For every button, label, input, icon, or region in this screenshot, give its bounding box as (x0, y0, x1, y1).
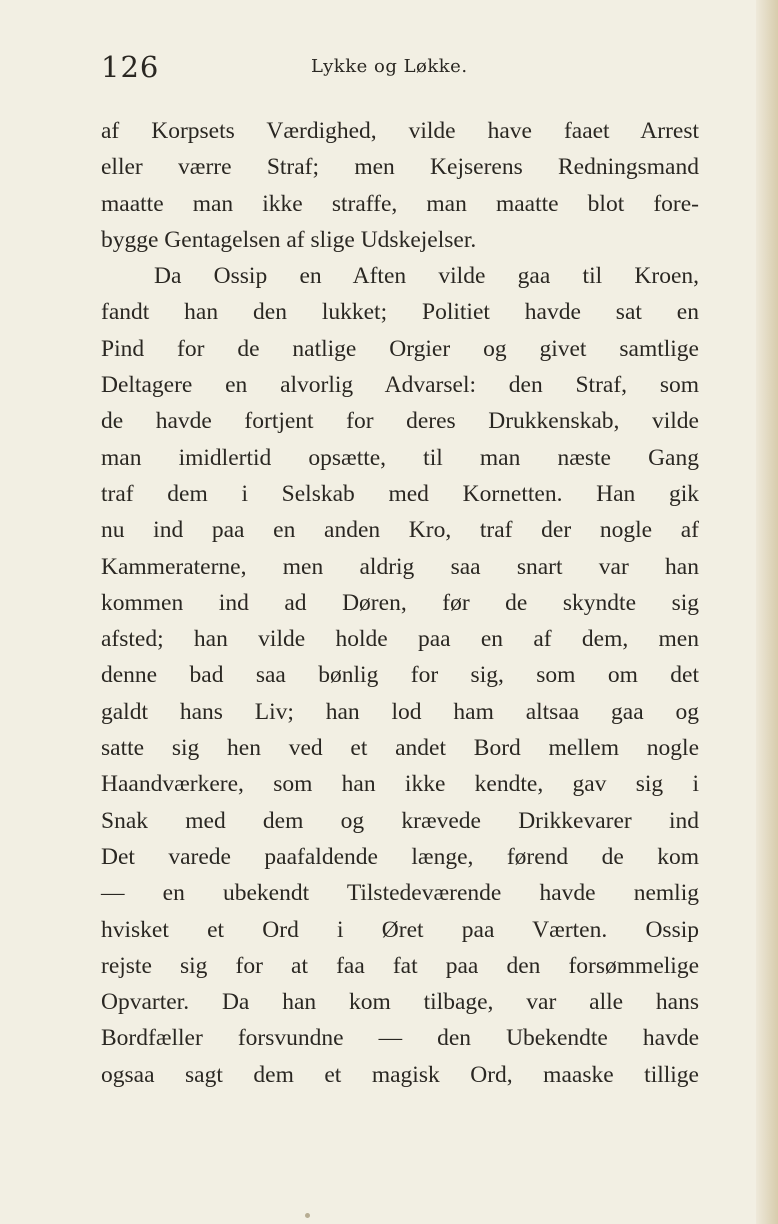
text-line: man imidlertid opsætte, til man næste Gang (101, 444, 699, 471)
text-line: satte sig hen ved et andet Bord mellem nogle (101, 735, 699, 762)
text-line: maatte man ikke straffe, man maatte blot fore- (101, 190, 699, 217)
text-line: bygge Gentagelsen af slige Udskejelser. (101, 226, 477, 253)
text-line: Pind for de natlige Orgier og givet samtlige (101, 335, 699, 362)
text-line: Haandværkere, som han ikke kendte, gav sig i (101, 771, 699, 798)
text-line: Da Ossip en Aften vilde gaa til Kroen, (154, 263, 699, 290)
page-edge-shadow (756, 0, 778, 1224)
text-line: de havde fortjent for deres Drukkenskab, vilde (101, 408, 699, 435)
text-line: galdt hans Liv; han lod ham altsaa gaa og (101, 698, 699, 725)
text-line: hvisket et Ord i Øret paa Værten. Ossip (101, 916, 699, 943)
paper-speck (305, 1213, 310, 1218)
text-line: traf dem i Selskab med Kornetten. Han gik (101, 480, 699, 507)
text-line: kommen ind ad Døren, før de skyndte sig (101, 589, 699, 616)
text-line: eller værre Straf; men Kejserens Redningsmand (101, 154, 699, 181)
body-text (101, 113, 699, 1093)
text-line: afsted; han vilde holde paa en af dem, men (101, 626, 699, 653)
text-line: Bordfæller forsvundne — den Ubekendte havde (101, 1025, 699, 1052)
text-line: fandt han den lukket; Politiet havde sat en (101, 299, 699, 326)
page-header (101, 47, 699, 87)
text-line: Deltagere en alvorlig Advarsel: den Straf, som (101, 372, 699, 399)
text-line: Det varede paafaldende længe, førend de kom (101, 843, 699, 870)
page-number: 126 (101, 50, 160, 84)
text-line: nu ind paa en anden Kro, traf der nogle af (101, 517, 699, 544)
text-line: Kammeraterne, men aldrig saa snart var han (101, 553, 699, 580)
running-title: Lykke og Løkke. (311, 56, 468, 77)
text-line: Snak med dem og krævede Drikkevarer ind (101, 807, 699, 834)
text-line: ogsaa sagt dem et magisk Ord, maaske tillige (101, 1061, 699, 1088)
text-line: denne bad saa bønlig for sig, som om det (101, 662, 699, 689)
text-line: — en ubekendt Tilstedeværende havde nemlig (101, 880, 699, 907)
text-line: rejste sig for at faa fat paa den forsømmelige (101, 952, 699, 979)
text-line: Opvarter. Da han kom tilbage, var alle hans (101, 989, 699, 1016)
text-line: af Korpsets Værdighed, vilde have faaet Arrest (101, 118, 699, 144)
